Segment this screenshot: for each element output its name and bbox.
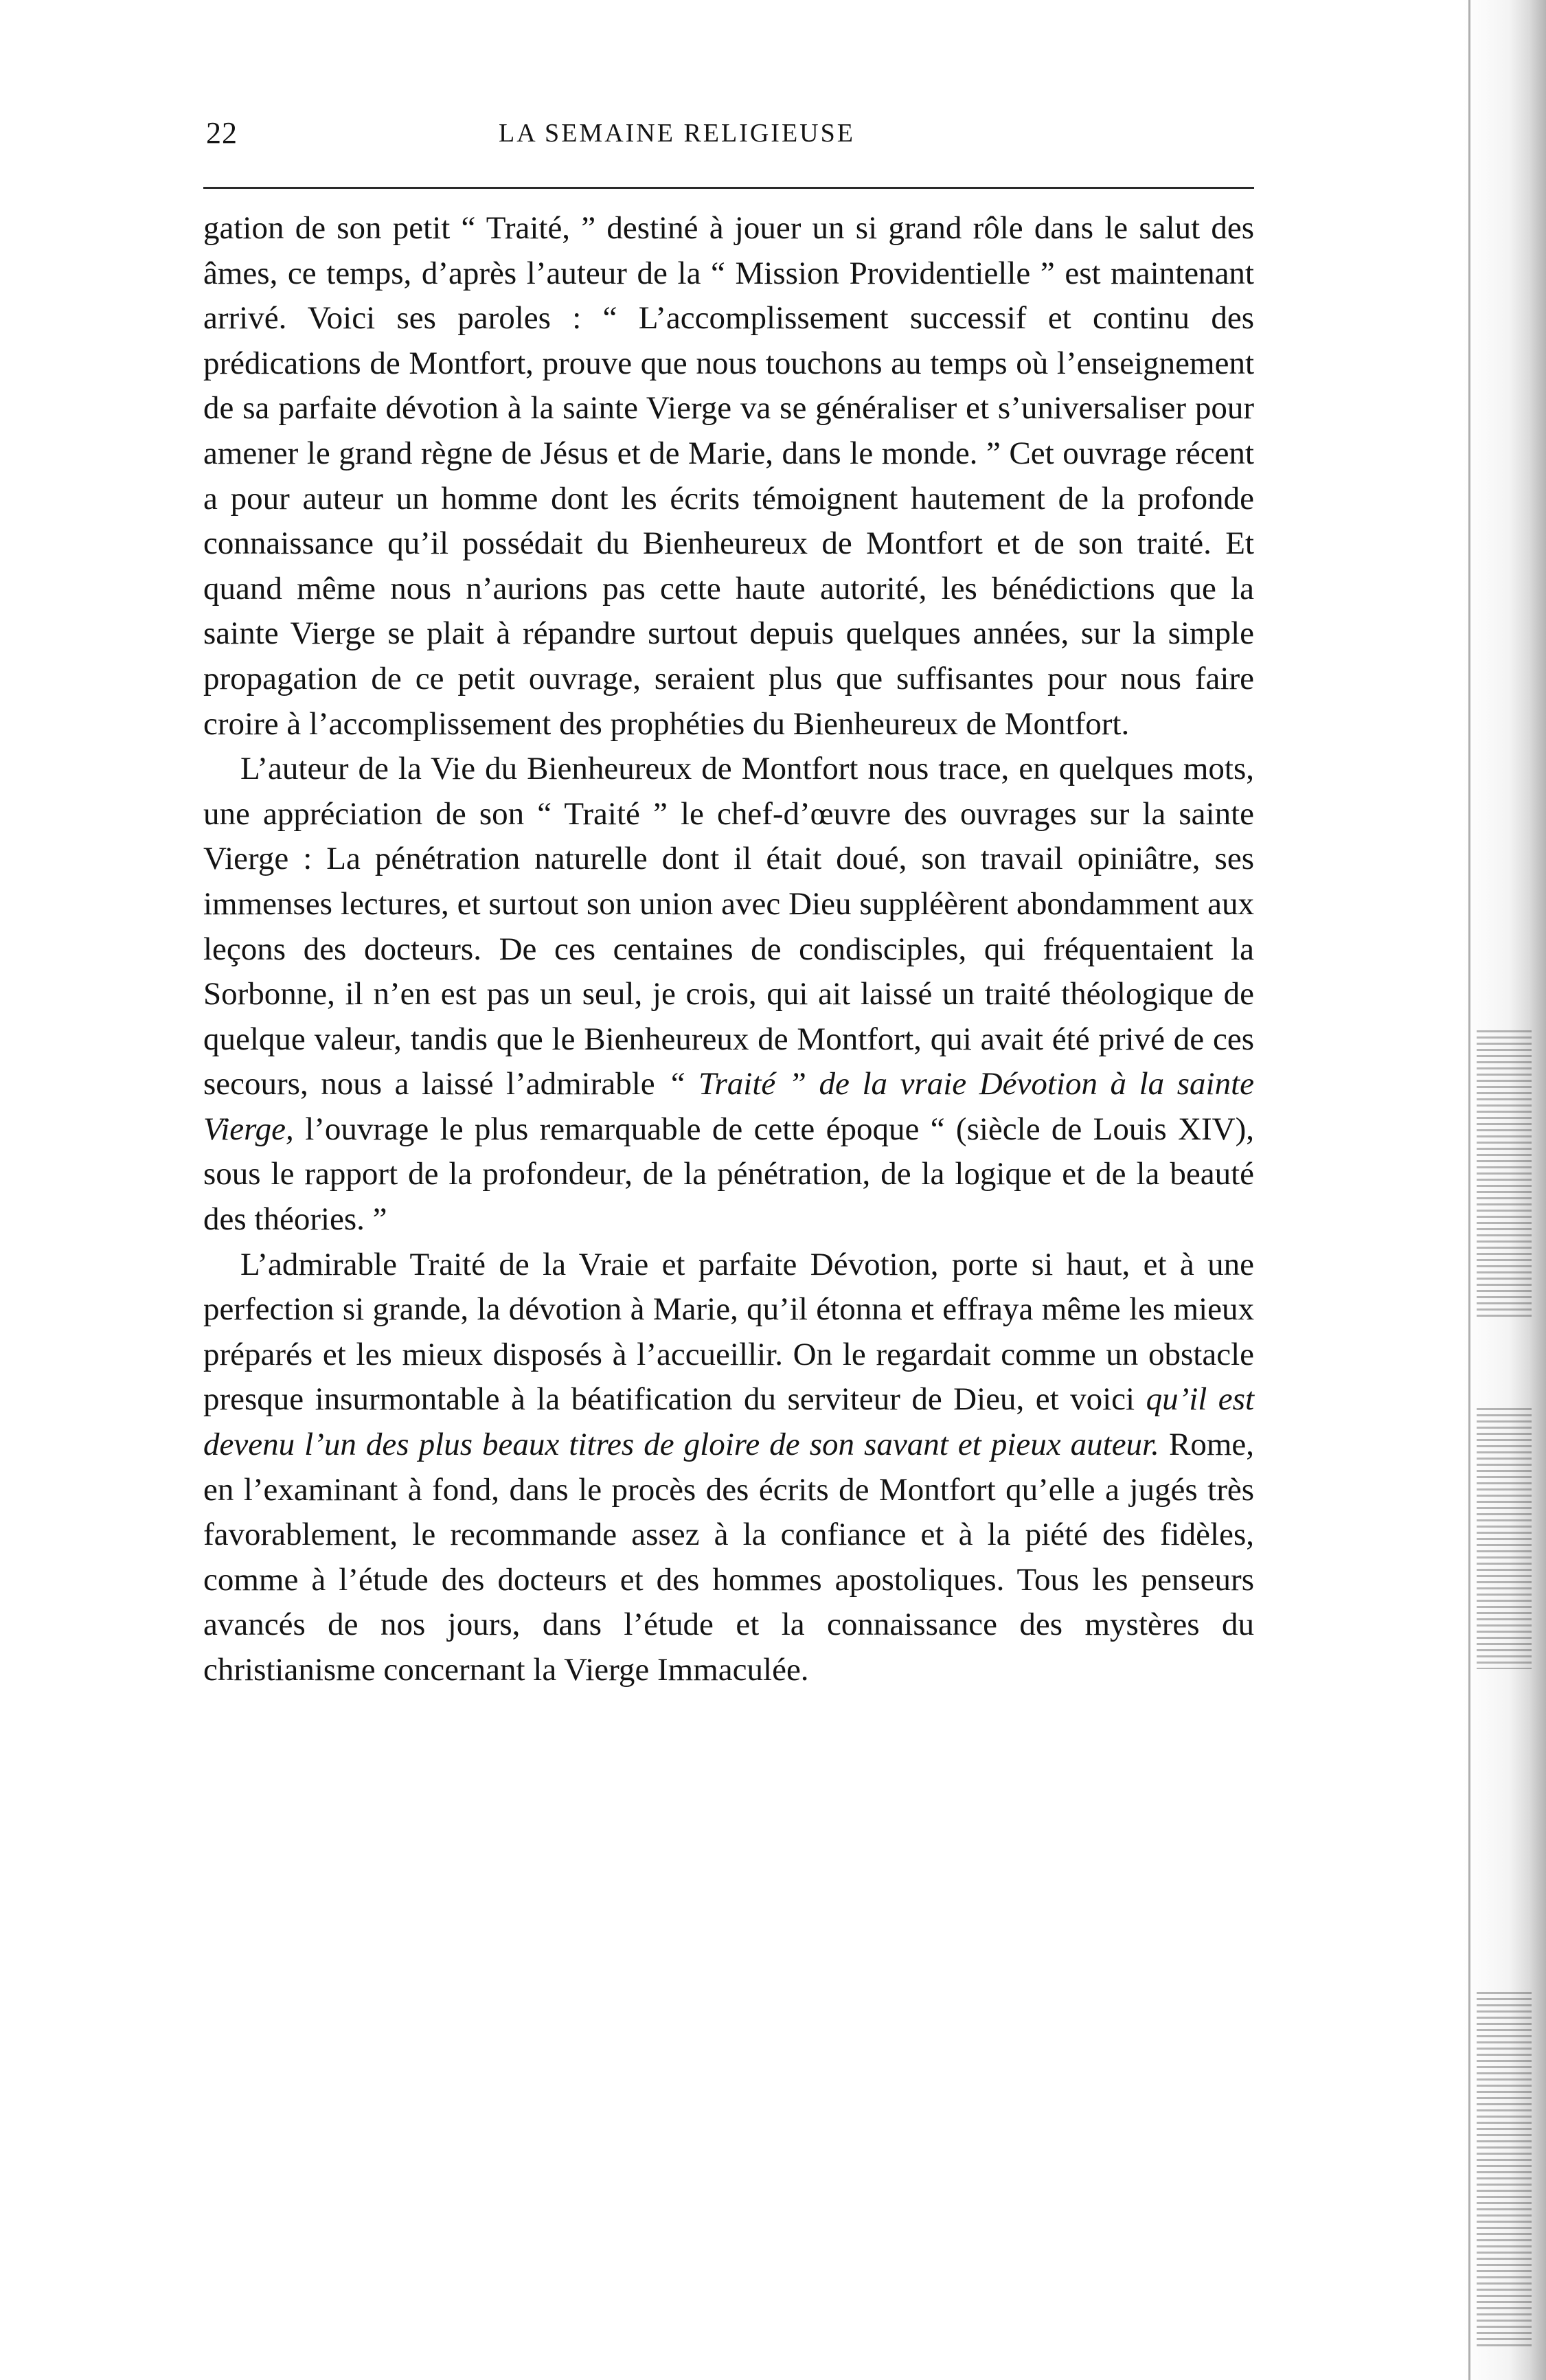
paragraph-2-text-end: l’ouvrage le plus remarquable de cette époque “ (siècle de Louis XIV), sous le rapport de la profondeur, de la pénétration, de la logique et de la beauté des théories. ” [203, 1111, 1255, 1238]
paragraph-3 [203, 1243, 1254, 1693]
page-header [203, 111, 1236, 166]
paragraph-1: gation de son petit “ Traité, ” destiné à jouer un si grand rôle dans le salut des âmes, ce temps, d’après l’auteur de la “ Mission Providentielle ” est maintenant arrivé. Voici ses paroles : “ L’accomplissement successif et continu des prédications de Montfort, prouve que nous touchons au temps où l’enseignement de sa parfaite dévotion à la sainte Vierge va se généraliser et s’universaliser pour amener le grand règne de Jésus et de Marie, dans le monde. ” Cet ouvrage récent a pour auteur un homme dont les écrits témoignent hautement de la profonde connaissance qu’il possédait du Bienheureux de Montfort et de son traité. Et quand même nous n’aurions pas cette haute autorité, les bénédictions que la sainte Vierge se plait à répandre surtout depuis quelques années, sur la simple propagation de ce petit ouvrage, seraient plus que suffisantes pour nous faire croire à l’accomplissement des prophéties du Bienheureux de Montfort. [203, 210, 1254, 742]
page-number: 22 [206, 116, 238, 150]
paragraph-2 [203, 747, 1254, 1243]
paragraph-3-text: L’admirable Traité de la Vraie et parfaite Dévotion, porte si haut, et à une perfection si grande, la dévotion à Marie, qu’il étonna et effraya même les mieux préparés et les mieux disposés à l’accueillir. On le regardait comme un obstacle presque insurmontable à la béatification du serviteur de Dieu, et voici [203, 1246, 1254, 1418]
paragraph-3-italic: qu’il est devenu l’un des plus beaux titres de gloire de son savant et pieux auteur. [203, 1381, 1254, 1463]
body-text [203, 206, 1254, 1693]
edge-speckle [1477, 1408, 1532, 1669]
paragraph-2-text: L’auteur de la Vie du Bienheureux de Montfort nous trace, en quelques mots, une appréciation de son “ Traité ” le chef-d’œuvre des ouvrages sur la sainte Vierge : La pénétration naturelle dont il était doué, son travail opiniâtre, ses immenses lectures, et surtout son union avec Dieu suppléèrent abondamment aux leçons des docteurs. De ces centaines de condisciples, qui fréquentaient la Sorbonne, il n’en est pas un seul, je crois, qui ait laissé un traité théologique de quelque valeur, tandis que le Bienheureux de Montfort, qui avait été privé de ces secours, nous a laissé l’admirable [203, 751, 1254, 1102]
paragraph-3-text-end: Rome, en l’examinant à fond, dans le procès des écrits de Montfort qu’elle a jugés très favorablement, le recommande assez à la confiance et à la piété des fidèles, comme à l’étude des docteurs et des hommes apostoliques. Tous les penseurs avancés de nos jours, dans l’étude et la connaissance des mystères du christianisme concernant la Vierge Immaculée. [203, 1427, 1254, 1688]
header-rule [203, 187, 1254, 189]
paragraph-2-italic: “ Traité ” de la vraie Dévotion à la sainte Vierge, [203, 1066, 1255, 1147]
edge-speckle [1477, 1992, 1532, 2349]
running-title: LA SEMAINE RELIGIEUSE [499, 119, 855, 148]
edge-speckle [1477, 1030, 1532, 1319]
